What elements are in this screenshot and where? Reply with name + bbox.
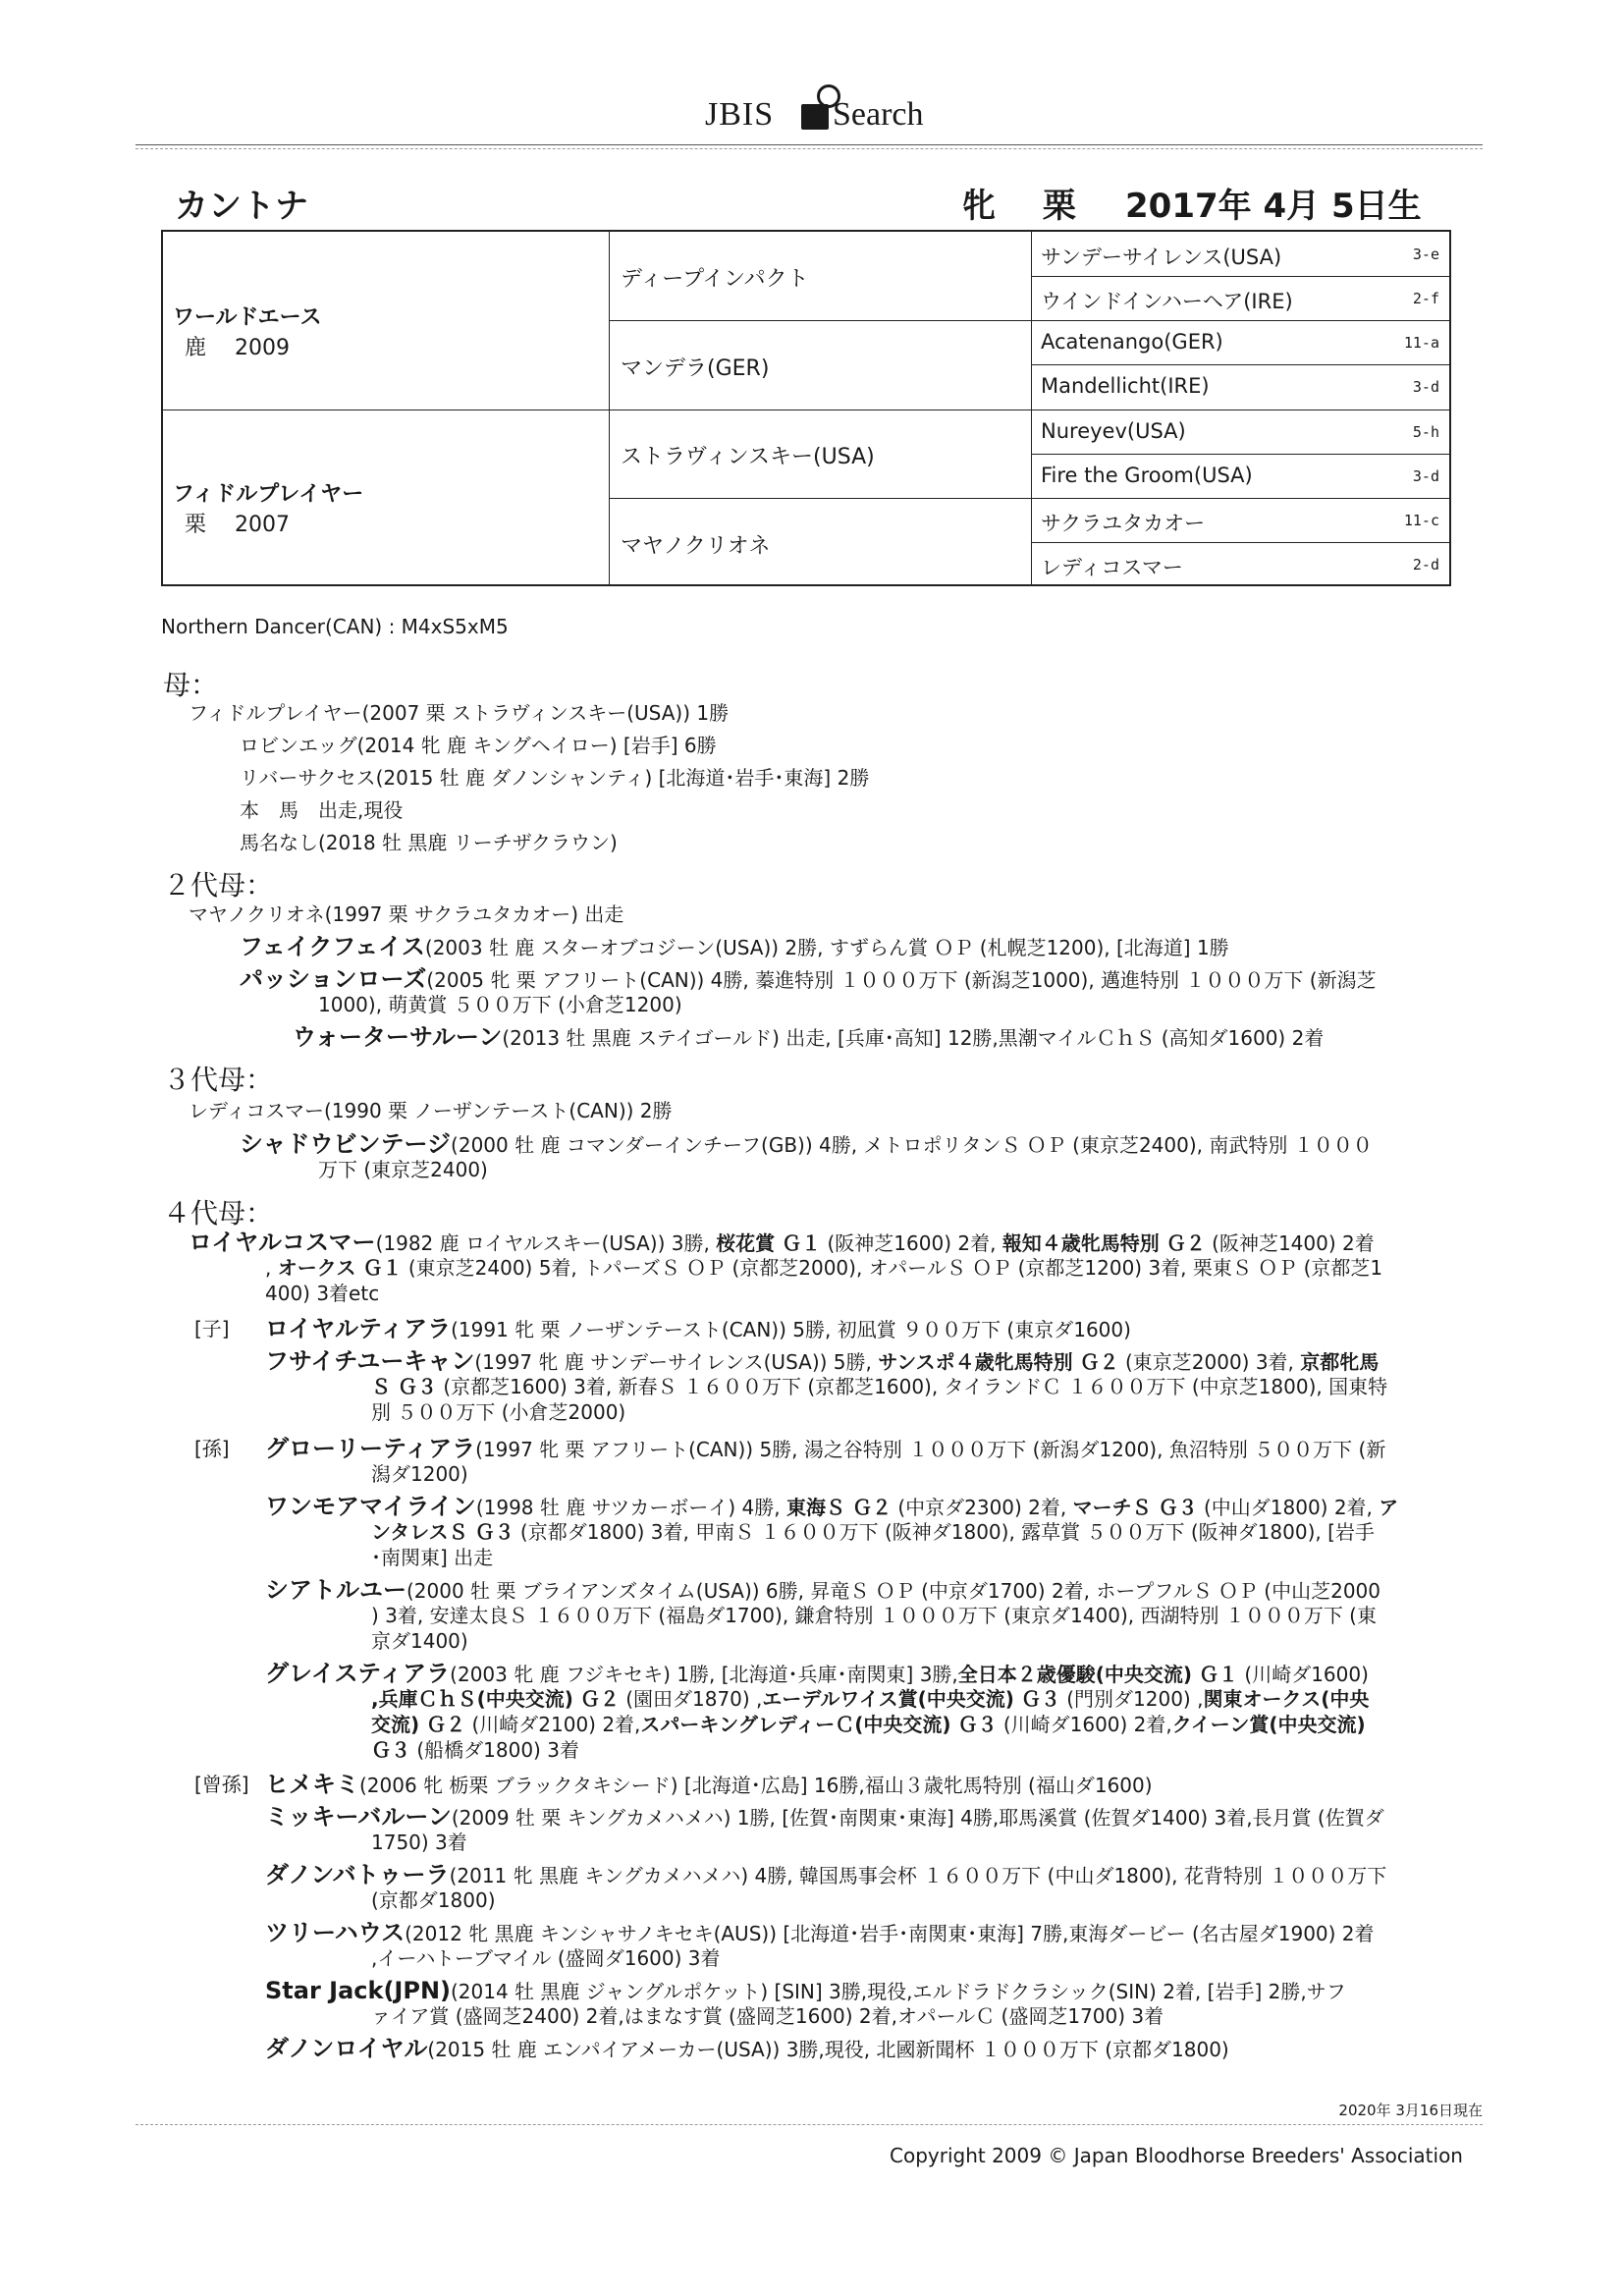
as-of-date: 2020年 3月16日現在 (1338, 2102, 1483, 2119)
offspring-line: グレイスティアラ(2003 牝 鹿 フジキセキ) 1勝, [北海道･兵庫･南関東] 3勝,全日本２歳優駿(中央交流) Ｇ１ (川崎ダ1600) (265, 1660, 1369, 1687)
pedigree-g3-name: Fire the Groom(USA) (1041, 464, 1253, 487)
fourth-dam-line: ロイヤルコスマー(1982 鹿 ロイヤルスキー(USA)) 3勝, 桜花賞 Ｇ１ (阪神芝1600) 2着, 報知４歳牝馬特別 Ｇ２ (阪神芝1400) 2着 (189, 1229, 1375, 1256)
pedigree-g3-name: サンデーサイレンス(USA) (1041, 246, 1282, 269)
family-code: 11-a (1403, 334, 1439, 352)
offspring-line-cont: 1000), 萌黄賞 ５００万下 (小倉芝1200) (318, 993, 682, 1016)
pedigree-g3-name: Acatenango(GER) (1041, 330, 1223, 354)
dam-cell (173, 477, 363, 538)
offspring-line: シアトルユー(2000 牡 栗 ブライアンズタイム(USA)) 6勝, 昇竜Ｓ ＯＰ (中京ダ1700) 2着, ホープフルＳ ＯＰ (中山芝2000 (265, 1576, 1380, 1604)
offspring-line: シャドウビンテージ(2000 牡 鹿 コマンダーインチーフ(GB)) 4勝, メトロポリタンＳ ＯＰ (東京芝2400), 南武特別 １０００ (240, 1130, 1373, 1158)
offspring-line: フサイチユーキャン(1997 牝 鹿 サンデーサイレンス(USA)) 5勝, サンスポ４歳牝馬特別 Ｇ２ (東京芝2000) 3着, 京都牝馬 (265, 1347, 1380, 1375)
section-third-dam-heading: ３代母： (163, 1064, 274, 1096)
offspring-line: ロビンエッグ(2014 牝 鹿 キングヘイロー) [岩手] 6勝 (240, 734, 717, 757)
offspring-line-cont: 京ダ1400) (371, 1629, 468, 1653)
section-dam-heading: 母： (163, 669, 219, 701)
sire-name: ワールドエース (173, 305, 322, 330)
sex-color: 牝 栗 (962, 187, 1094, 226)
inbreeding-note: Northern Dancer(CAN) : M4xS5xM5 (161, 615, 509, 638)
logo-horse-icon (801, 104, 829, 130)
birth-date: 2017年 4月 5日生 (1125, 187, 1422, 226)
offspring-line-cont: Ｓ Ｇ３ (京都芝1600) 3着, 新春Ｓ １６００万下 (京都芝1600), タイランドＣ １６００万下 (中京芝1800), 国東特 (371, 1375, 1388, 1398)
family-code: 5-h (1412, 423, 1439, 441)
pedigree-g3-name: サクラユタカオー (1041, 512, 1206, 535)
fourth-dam-line-cont: , オークス Ｇ１ (東京芝2400) 5着, トパーズＳ ＯＰ (京都芝2000), オパールＳ ＯＰ (京都芝1200) 3着, 栗東Ｓ ＯＰ (京都芝1 (265, 1256, 1383, 1280)
offspring-line-cont: 交流) Ｇ２ (川崎ダ2100) 2着,スパーキングレディーＣ(中央交流) Ｇ３ (川崎ダ1600) 2着,クイーン賞(中央交流) (371, 1713, 1366, 1736)
pedigree-g3-name: ウインドインハーヘア(IRE) (1041, 290, 1293, 313)
pedigree-g3-cell (1031, 454, 1449, 498)
family-code: 2-f (1412, 290, 1439, 307)
offspring-line: パッションローズ(2005 牝 栗 アフリート(CAN)) 4勝, 蓁進特別 １０００万下 (新潟芝1000), 邁進特別 １０００万下 (新潟芝 (240, 965, 1377, 993)
generation-tag: [孫] (194, 1437, 230, 1460)
pedigree-g3-name: Mandellicht(IRE) (1041, 374, 1210, 398)
offspring-line-cont: 万下 (東京芝2400) (318, 1158, 488, 1181)
offspring-line-cont: (京都ダ1800) (371, 1888, 496, 1912)
pedigree-g2-dam-dam: マヤノクリオネ (621, 534, 771, 559)
second-dam-line: マヤノクリオネ(1997 栗 サクラユタカオー) 出走 (189, 902, 624, 926)
section-fourth-dam-heading: ４代母： (163, 1197, 274, 1230)
offspring-line-cont: ,兵庫ＣｈＳ(中央交流) Ｇ２ (園田ダ1870) ,エーデルワイス賞(中央交流) Ｇ３ (門別ダ1200) ,関東オークス(中央 (371, 1687, 1370, 1711)
offspring-line: ウォーターサルーン(2013 牡 黒鹿 ステイゴールド) 出走, [兵庫･高知] 12勝,黒潮マイルＣｈＳ (高知ダ1600) 2着 (293, 1023, 1325, 1051)
pedigree-g3-cell (1031, 364, 1449, 409)
offspring-line: ロイヤルティアラ(1991 牝 栗 ノーザンテースト(CAN)) 5勝, 初凪賞 ９００万下 (東京ダ1600) (265, 1315, 1131, 1342)
offspring-line: 本 馬 出走,現役 (240, 798, 404, 822)
offspring-line: フェイクフェイス(2003 牡 鹿 スターオブコジーン(USA)) 2勝, すずらん賞 ＯＰ (札幌芝1200), [北海道] 1勝 (240, 933, 1229, 960)
pedigree-table (161, 230, 1451, 586)
offspring-line: ダノンロイヤル(2015 牡 鹿 エンパイアメーカー(USA)) 3勝,現役, 北國新聞杯 １０００万下 (京都ダ1800) (265, 2035, 1229, 2062)
offspring-line: グローリーティアラ(1997 牝 栗 アフリート(CAN)) 5勝, 湯之谷特別 １０００万下 (新潟ダ1200), 魚沼特別 ５００万下 (新 (265, 1435, 1386, 1462)
header-divider-dashed (135, 148, 1483, 149)
offspring-line-cont: ァイア賞 (盛岡芝2400) 2着,はまなす賞 (盛岡芝1600) 2着,オパールＣ (盛岡芝1700) 3着 (371, 2004, 1164, 2028)
horse-name: カントナ (175, 187, 308, 226)
offspring-line: ツリーハウス(2012 牝 黒鹿 キンシャサノキセキ(AUS)) [北海道･岩手･南関東･東海] 7勝,東海ダービー (名古屋ダ1900) 2着 (265, 1919, 1375, 1946)
offspring-line-cont: ンタレスＳ Ｇ３ (京都ダ1800) 3着, 甲南Ｓ １６００万下 (阪神ダ1800), 露草賞 ５００万下 (阪神ダ1800), [岩手 (371, 1520, 1375, 1544)
offspring-line-cont: ･南関東] 出走 (371, 1546, 494, 1569)
sire-info: 鹿 2009 (185, 336, 290, 360)
pedigree-g3-cell (1031, 498, 1449, 542)
pedigree-g2-sire-sire: ディープインパクト (621, 267, 809, 292)
jbis-search-logo (687, 82, 943, 141)
dam-name: フィドルプレイヤー (173, 482, 364, 507)
logo-text-search: Search (833, 96, 924, 133)
logo-text-jbis: JBIS (705, 96, 775, 133)
offspring-line-cont: 1750) 3着 (371, 1831, 467, 1854)
offspring-line: ダノンバトゥーラ(2011 牝 黒鹿 キングカメハメハ) 4勝, 韓国馬事会杯 １６００万下 (中山ダ1800), 花背特別 １０００万下 (265, 1861, 1387, 1888)
pedigree-g3-name: Nureyev(USA) (1041, 419, 1186, 443)
family-code: 2-d (1412, 556, 1439, 574)
pedigree-g3-cell (1031, 320, 1449, 364)
footer-divider (135, 2124, 1483, 2125)
pedigree-g3-cell (1031, 410, 1449, 454)
offspring-line-cont: ,イーハトーブマイル (盛岡ダ1600) 3着 (371, 1946, 721, 1970)
offspring-line: ワンモアマイライン(1998 牡 鹿 サツカーボーイ) 4勝, 東海Ｓ Ｇ２ (中京ダ2300) 2着, マーチＳ Ｇ３ (中山ダ1800) 2着, ア (265, 1493, 1399, 1520)
offspring-line-cont: Ｇ３ (船橋ダ1800) 3着 (371, 1738, 579, 1762)
offspring-line: 馬名なし(2018 牡 黒鹿 リーチザクラウン) (240, 831, 618, 854)
pedigree-g2-dam-sire: ストラヴィンスキー(USA) (621, 445, 875, 469)
offspring-line-cont: 潟ダ1200) (371, 1462, 468, 1486)
offspring-line: リバーサクセス(2015 牡 鹿 ダノンシャンティ) [北海道･岩手･東海] 2勝 (240, 766, 870, 790)
pedigree-g2-sire-dam: マンデラ(GER) (621, 356, 770, 381)
offspring-line: Star Jack(JPN)(2014 牡 黒鹿 ジャングルポケット) [SIN] 3勝,現役,エルドラドクラシック(SIN) 2着, [岩手] 2勝,サフ (265, 1977, 1346, 2004)
generation-tag: [曾孫] (194, 1773, 249, 1796)
dam-info: 栗 2007 (185, 513, 290, 537)
family-code: 3-e (1412, 246, 1439, 263)
header-divider (135, 144, 1483, 145)
third-dam-line: レディコスマー(1990 栗 ノーザンテースト(CAN)) 2勝 (189, 1099, 673, 1122)
copyright: Copyright 2009 © Japan Bloodhorse Breeders' Association (890, 2144, 1463, 2167)
family-code: 3-d (1412, 378, 1439, 396)
offspring-line-cont: 別 ５００万下 (小倉芝2000) (371, 1400, 626, 1424)
offspring-line-cont: ) 3着, 安達太良Ｓ １６００万下 (福島ダ1700), 鎌倉特別 １０００万下 (東京ダ1400), 西湖特別 １０００万下 (東 (371, 1604, 1377, 1627)
pedigree-divider (609, 232, 610, 584)
pedigree-g3-name: レディコスマー (1041, 556, 1183, 579)
pedigree-g3-cell (1031, 276, 1449, 320)
offspring-line: ミッキーバルーン(2009 牡 栗 キングカメハメハ) 1勝, [佐賀･南関東･東海] 4勝,耶馬溪賞 (佐賀ダ1400) 3着,長月賞 (佐賀ダ (265, 1803, 1384, 1831)
family-code: 3-d (1412, 467, 1439, 485)
section-second-dam-heading: ２代母： (163, 869, 274, 902)
offspring-line: ヒメキミ(2006 牝 栃栗 ブラックタキシード) [北海道･広島] 16勝,福山３歳牝馬特別 (福山ダ1600) (265, 1771, 1153, 1798)
dam-line: フィドルプレイヤー(2007 栗 ストラヴィンスキー(USA)) 1勝 (189, 701, 730, 725)
fourth-dam-line-cont: 400) 3着etc (265, 1282, 380, 1305)
pedigree-g3-cell (1031, 232, 1449, 276)
sire-cell (173, 301, 322, 361)
family-code: 11-c (1403, 512, 1439, 529)
generation-tag: [子] (194, 1317, 230, 1340)
pedigree-g3-cell (1031, 542, 1449, 586)
